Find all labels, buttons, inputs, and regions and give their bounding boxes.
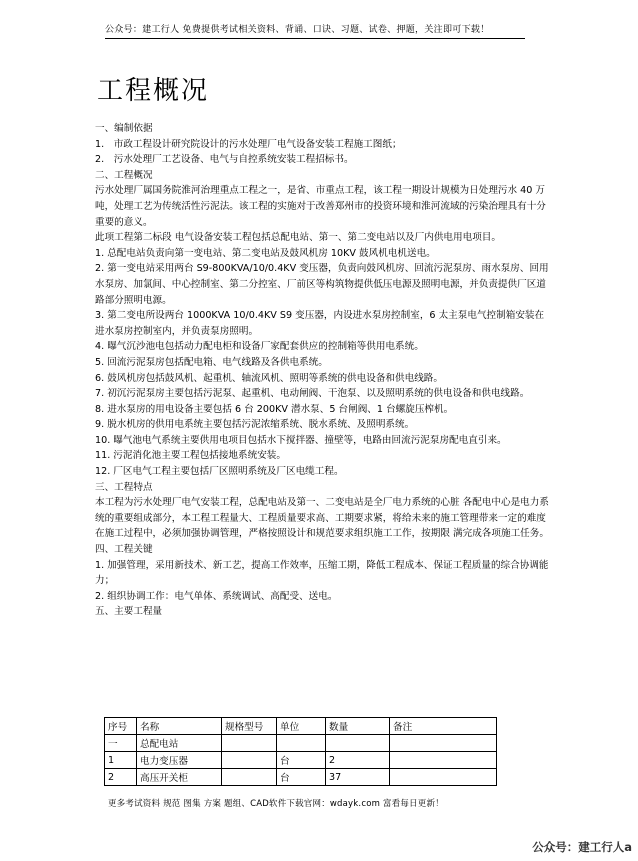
section-heading: 五、主要工程量	[95, 606, 163, 618]
table-cell	[222, 752, 277, 769]
paragraph: 7. 初沉污泥泵房主要包括污泥泵、起重机、电动闸阀、干泡泵、以及照明系统的供电设备和供电线路。	[95, 388, 530, 400]
table-cell: 台	[277, 769, 326, 786]
section-heading: 三、工程特点	[95, 481, 153, 493]
section-heading: 二、工程概况	[95, 169, 153, 181]
table-cell	[326, 735, 390, 752]
table-cell: 电力变压器	[137, 752, 222, 769]
column-header: 备注	[390, 718, 497, 735]
section-heading: 一、编制依据	[95, 123, 153, 134]
paragraph: 9. 脱水机房的供用电系统主要包括污泥浓缩系统、脱水系统、及照明系统。	[95, 419, 415, 431]
page-title: 工程概况	[97, 76, 210, 106]
table-row	[105, 769, 497, 786]
table-row	[105, 735, 497, 752]
paragraph: 1. 加强管理，采用新技术、新工艺，提高工作效率，压缩工期，降低工程成本、保证工程质量的综合协调能力；	[95, 559, 549, 587]
paragraph: 1. 总配电站负责向第一变电站、第二变电站及鼓风机房 10KV 鼓风机电机送电。	[95, 247, 436, 259]
column-header: 序号	[105, 718, 137, 735]
table-cell: 台	[277, 752, 326, 769]
table-cell	[390, 769, 497, 786]
paragraph: 2. 污水处理厂工艺设备、电气与自控系统安装工程招标书。	[95, 154, 354, 166]
table-cell: 高压开关柜	[137, 769, 222, 786]
column-header: 名称	[137, 718, 222, 735]
paragraph: 污水处理厂属国务院淮河治理重点工程之一，是省、市重点工程，该工程一期设计规模为日处理污水 40 万吨，处理工艺为传统活性污泥法。该工程的实施对于改善郑州市的投资环境和淮河流域的污染治理具有十分重要的意义。	[95, 185, 546, 228]
table-cell: 一	[105, 735, 137, 752]
paragraph: 11. 污泥消化池主要工程包括接地系统安装。	[95, 450, 286, 462]
document-body	[95, 121, 550, 620]
page-footer: 更多考试资料 规范 图集 方案 题组、CAD软件下载官网：wdayk.com 富看每日更新！	[108, 799, 444, 809]
paragraph: 本工程为污水处理厂电气安装工程，总配电站及第一、二变电站是全厂电力系统的心脏 各配电中心是电力系统的重要组成部分，本工程工程量大、工程质量要求高、工期要求紧，将给未来的施工管理带来一定的难度 在施工过程中，必须加强协调管理，严格按照设计和规范要求组织施工工作，按期限 满完成各项施工任务。	[95, 497, 549, 540]
table-cell	[390, 735, 497, 752]
paragraph: 5. 回流污泥泵房包括配电箱、电气线路及各供电系统。	[95, 356, 328, 368]
table-cell	[222, 769, 277, 786]
paragraph: 2. 第一变电站采用两台 S9-800KVA/10/0.4KV 变压器，负责向鼓风机房、回流污泥泵房、雨水泵房、回用水泵房、加氯间、中心控制室、第二分控室、厂前区等构筑物提供低压电源及照明电源，并负责提供厂区道路部分照明电源。	[95, 263, 549, 306]
paragraph: 此项工程第二标段 电气设备安装工程包括总配电站、第一、第二变电站以及厂内供电用电项目。	[95, 232, 501, 244]
paragraph: 2. 组织协调工作：电气单体、系统调试、高配受、送电。	[95, 590, 338, 602]
paragraph: 8. 进水泵房的用电设备主要包括 6 台 200KV 潜水泵、5 台闸阀、1 台螺旋压榨机。	[95, 403, 454, 415]
table-cell: 2	[105, 769, 137, 786]
paragraph: 1. 市政工程设计研究院设计的污水处理厂电气设备安装工程施工图纸；	[95, 138, 402, 150]
table-cell: 2	[326, 752, 390, 769]
page-header: 公众号：建工行人 免费提供考试相关资料、背诵、口诀、习题、试卷、押题，关注即可下载！	[105, 22, 525, 39]
table-cell: 总配电站	[137, 735, 222, 752]
paragraph: 12. 厂区电气工程主要包括厂区照明系统及厂区电缆工程。	[95, 466, 344, 478]
column-header: 单位	[277, 718, 326, 735]
quantities-table-wrap	[104, 717, 497, 786]
paragraph: 10. 曝气池电气系统主要供用电项目包括水下搅拌器、撞壁等，电路由回流污泥泵房配电直引来。	[95, 434, 507, 446]
watermark-label: 公众号：建工行人a	[532, 840, 632, 854]
column-header: 数量	[326, 718, 390, 735]
section-heading: 四、工程关键	[95, 544, 153, 556]
table-header-row	[105, 718, 497, 735]
paragraph: 6. 鼓风机房包括鼓风机、起重机、轴流风机、照明等系统的供电设备和供电线路。	[95, 372, 443, 384]
quantities-table	[104, 717, 497, 786]
paragraph: 3. 第二变电所设两台 1000KVA 10/0.4KV S9 变压器，内设进水泵房控制室，6 太主泵电气控制箱安装在进水泵房控制室内，并负责泵房照明。	[95, 310, 545, 337]
table-cell: 1	[105, 752, 137, 769]
paragraph: 4. 曝气沉沙池电包括动力配电柜和设备厂家配套供应的控制箱等供用电系统。	[95, 341, 424, 353]
table-cell	[222, 735, 277, 752]
table-cell	[390, 752, 497, 769]
column-header: 规格型号	[222, 718, 277, 735]
table-row	[105, 752, 497, 769]
table-cell	[277, 735, 326, 752]
table-cell: 37	[326, 769, 390, 786]
